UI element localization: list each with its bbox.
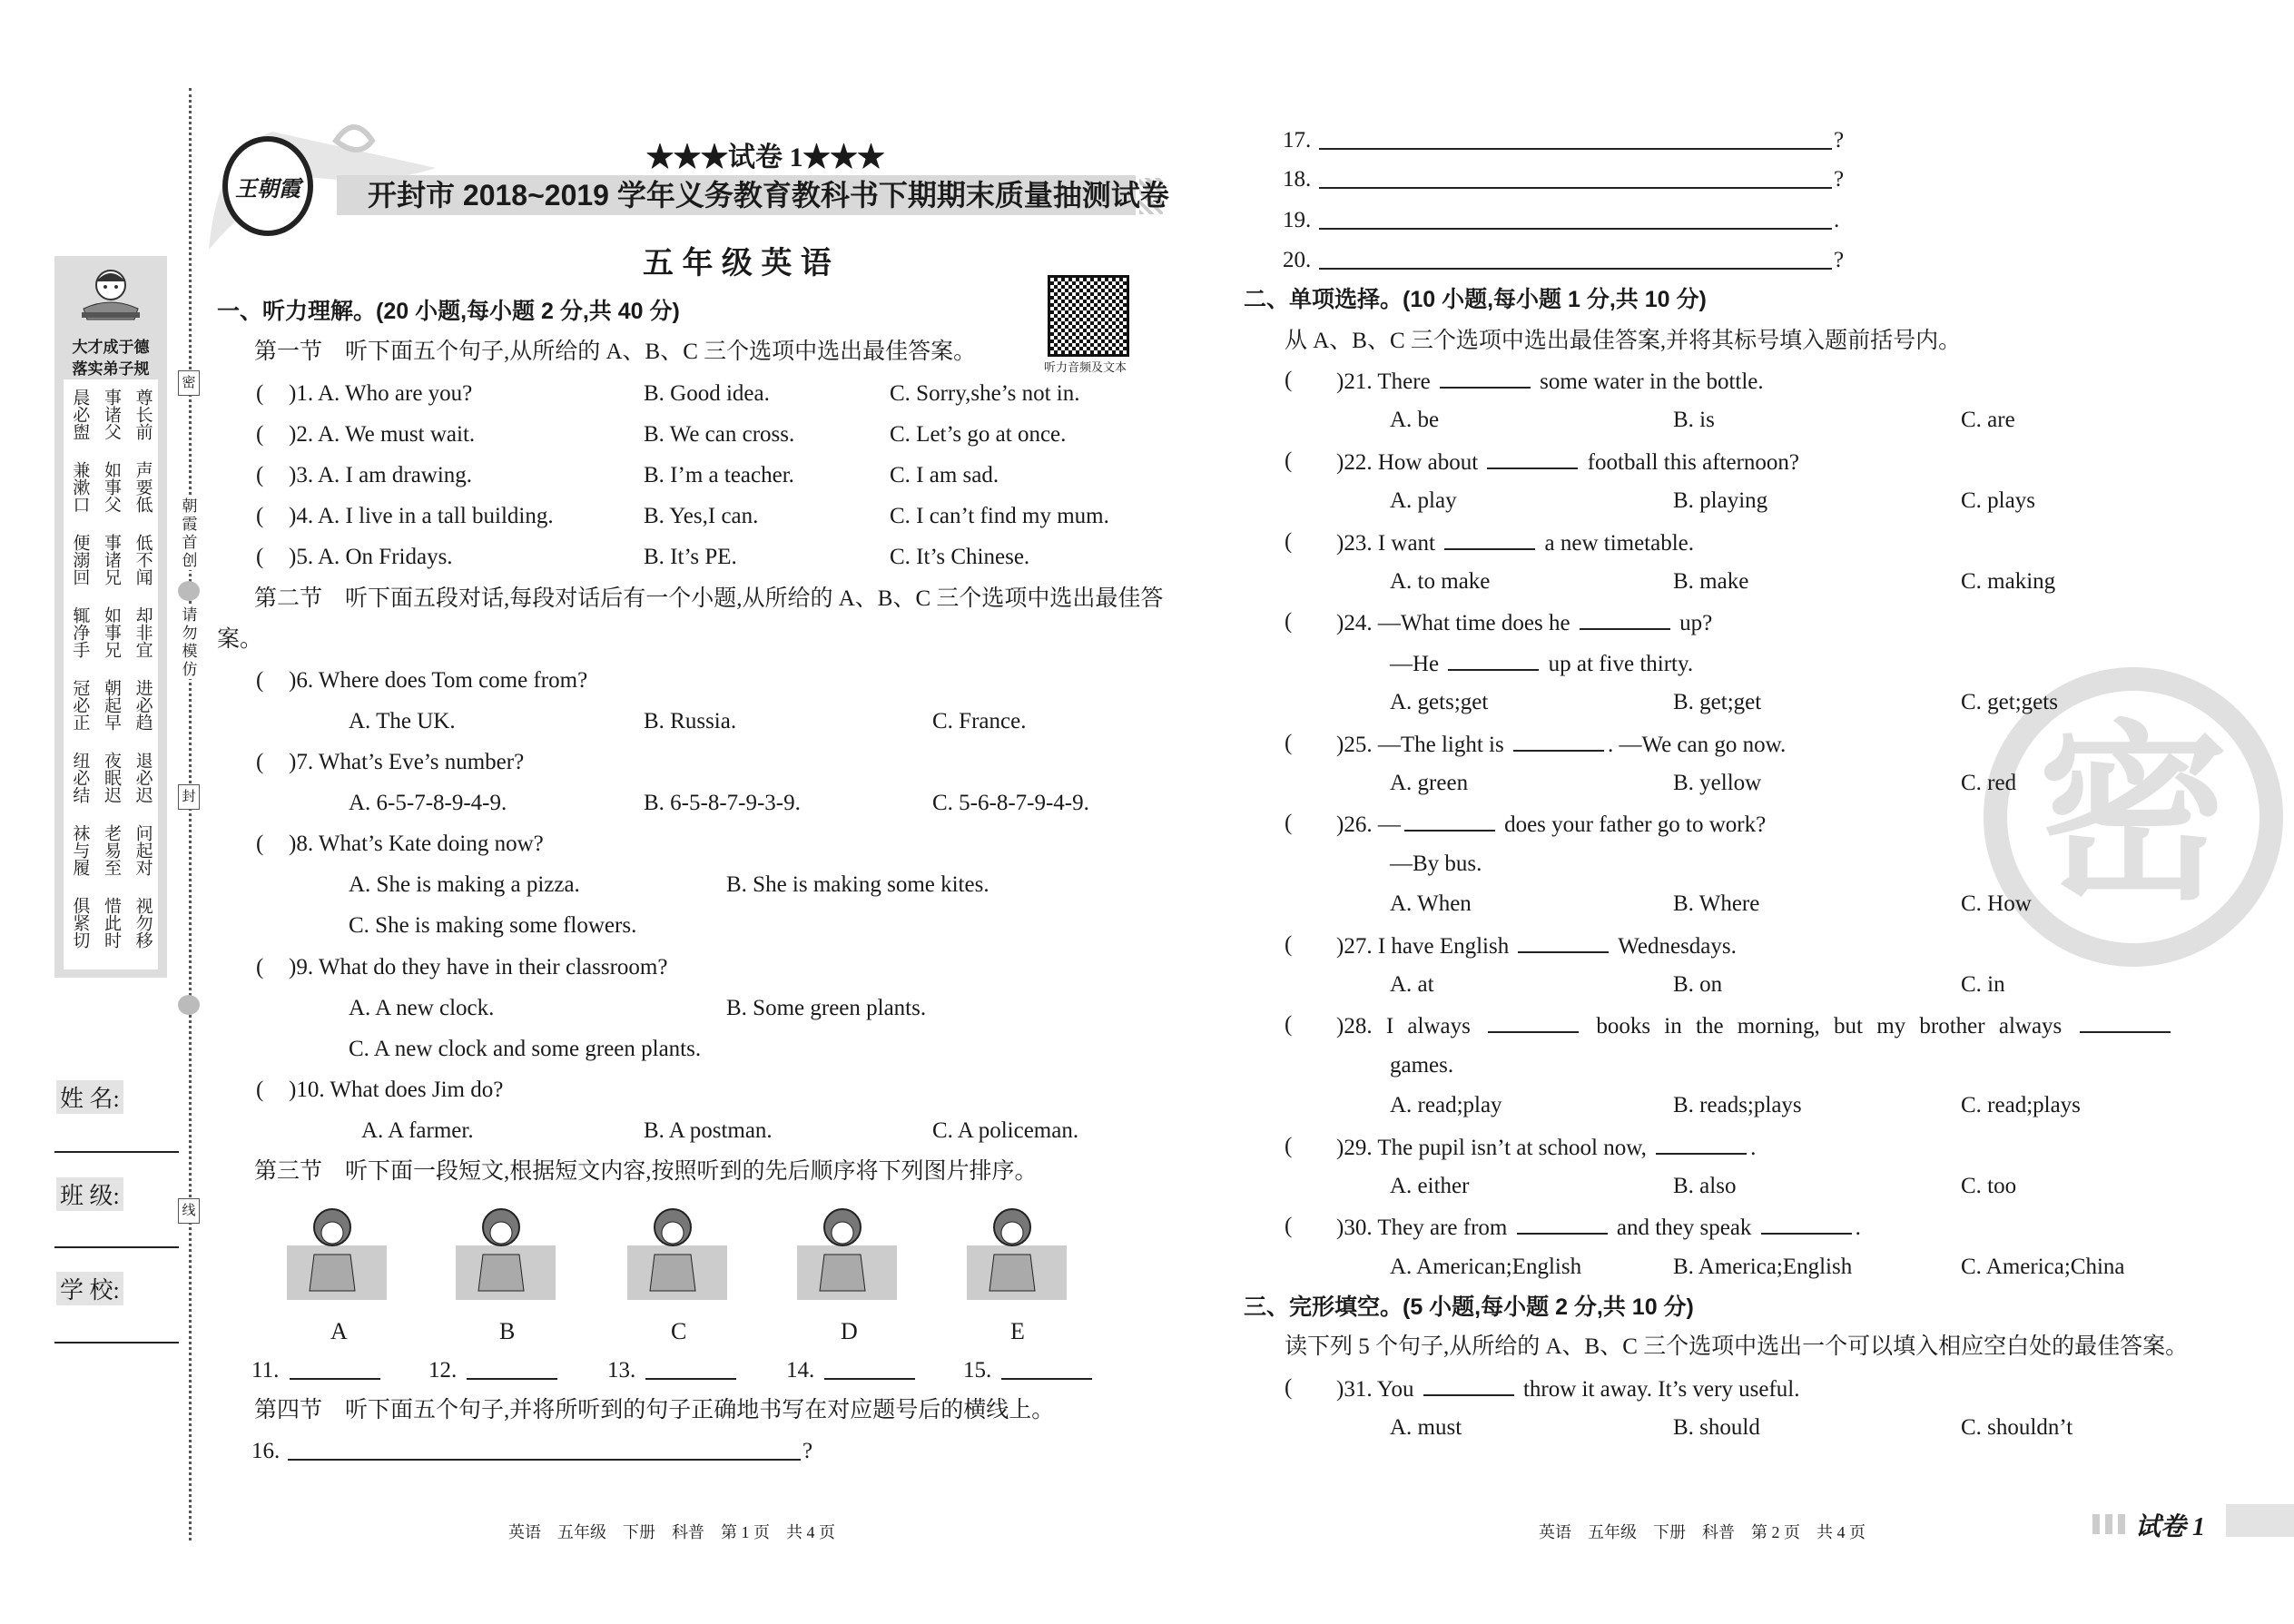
- poem-group: [64, 606, 158, 658]
- answer-blank[interactable]: [1404, 810, 1495, 832]
- option-a[interactable]: A. When: [1390, 891, 1472, 917]
- option-c[interactable]: C. shouldn’t: [1961, 1415, 2073, 1441]
- answer-paren[interactable]: (: [256, 832, 264, 856]
- order-answer-blank[interactable]: [467, 1378, 557, 1380]
- option-a[interactable]: A. 6-5-7-8-9-4-9.: [349, 791, 507, 815]
- text-segment: does your father go to work?: [1498, 812, 1767, 838]
- text-segment: games.: [1390, 1052, 1454, 1078]
- answer-blank[interactable]: [1448, 649, 1539, 671]
- exam-title: 开封市 2018~2019 学年义务教育教科书下期期末质量抽测试卷: [368, 179, 1169, 212]
- blank-number: 14.: [786, 1358, 815, 1383]
- option-c[interactable]: C. It’s Chinese.: [890, 545, 1030, 569]
- seal-char-3: 线: [178, 1198, 200, 1224]
- paper-badge: ★★★试卷 1★★★: [646, 143, 885, 172]
- answer-blank[interactable]: [2080, 1011, 2171, 1033]
- option-b[interactable]: B. playing: [1673, 488, 1768, 514]
- option-b[interactable]: B. I’m a teacher.: [644, 463, 794, 487]
- writing-answer-line[interactable]: [288, 1459, 801, 1461]
- poem-group: [64, 679, 158, 731]
- option-b[interactable]: B. Yes,I can.: [644, 504, 759, 528]
- option-a[interactable]: A. green: [1390, 771, 1469, 795]
- question-line: [1336, 1213, 1861, 1242]
- school-label: 学 校:: [56, 1272, 123, 1305]
- poem-line: 夜眠迟: [101, 752, 121, 803]
- picture-label: D: [841, 1318, 858, 1344]
- text-segment: .: [1855, 1216, 1861, 1241]
- option-c[interactable]: C. America;China: [1961, 1254, 2125, 1279]
- brand-logo: [222, 136, 313, 236]
- part3-instruction: 读下列 5 个句子,从所给的 A、B、C 三个选项中选出一个可以填入相应空白处的最佳答案。: [1285, 1334, 2189, 1360]
- question-q10: )10. What does Jim do?: [289, 1078, 504, 1102]
- text-segment: football this afternoon?: [1581, 449, 1799, 475]
- option-c[interactable]: C. Let’s go at once.: [890, 422, 1067, 447]
- question-line: [1390, 1052, 1453, 1079]
- poem-line: 视勿移: [133, 897, 153, 949]
- text-segment: . —We can go now.: [1607, 732, 1787, 757]
- question-3: )3. A. I am drawing.: [289, 463, 473, 487]
- answer-paren[interactable]: (: [1285, 730, 1293, 755]
- poem-line: 尊长前: [133, 389, 153, 440]
- answer-blank[interactable]: [1487, 448, 1578, 469]
- poem-line: 如事兄: [101, 606, 121, 658]
- option-b[interactable]: B. We can cross.: [644, 422, 795, 447]
- answer-blank[interactable]: [1423, 1374, 1514, 1396]
- option-a[interactable]: A. gets;get: [1390, 690, 1489, 715]
- text-segment: —By bus.: [1390, 851, 1482, 876]
- option-c[interactable]: C. I am sad.: [890, 463, 999, 487]
- picture-a: [278, 1200, 396, 1304]
- part1-title: 一、听力理解。(20 小题,每小题 2 分,共 40 分): [217, 299, 680, 324]
- blank-number: 15.: [963, 1358, 992, 1383]
- question-q7: )7. What’s Eve’s number?: [289, 750, 525, 774]
- poem-line: 退必迟: [133, 752, 153, 803]
- text-segment: a new timetable.: [1539, 530, 1695, 556]
- sidebar-panel: [54, 256, 167, 978]
- text-segment: )31. You: [1336, 1376, 1420, 1402]
- picture-b: [447, 1200, 565, 1304]
- section3-instruction: 第三节 听下面一段短文,根据短文内容,按照听到的先后顺序将下列图片排序。: [254, 1159, 1038, 1184]
- text-segment: and they speak: [1610, 1216, 1757, 1241]
- option-c[interactable]: C. A new clock and some green plants.: [349, 1037, 702, 1061]
- poem-line: 事诸父: [101, 389, 121, 440]
- motto-1: 大才成于德: [72, 339, 150, 356]
- question-line: [1336, 1133, 1756, 1162]
- qr-code-icon: [1050, 278, 1127, 354]
- answer-paren[interactable]: (: [1285, 528, 1293, 554]
- poem-line: 低不闻: [133, 534, 153, 586]
- text-segment: )28. I always: [1336, 1014, 1485, 1039]
- writing-end-mark: ?: [1834, 128, 1845, 153]
- option-b[interactable]: B. on: [1673, 972, 1723, 997]
- option-c[interactable]: C. too: [1961, 1174, 2017, 1198]
- answer-paren[interactable]: (: [256, 1078, 264, 1102]
- question-line: [1336, 730, 1786, 759]
- option-b[interactable]: B. Where: [1673, 891, 1760, 917]
- school-field[interactable]: [54, 1342, 179, 1343]
- footer-badge-block: [2226, 1504, 2294, 1537]
- question-2: )2. A. We must wait.: [289, 422, 476, 447]
- vertical-note-2: 请勿模仿: [180, 606, 200, 679]
- part3-title: 三、完形填空。(5 小题,每小题 2 分,共 10 分): [1244, 1294, 1694, 1321]
- text-segment: )26. —: [1336, 812, 1401, 838]
- option-b[interactable]: B. yellow: [1673, 771, 1762, 795]
- question-4: )4. A. I live in a tall building.: [289, 504, 554, 528]
- text-segment: )21. There: [1336, 369, 1436, 394]
- option-c[interactable]: C. 5-6-8-7-9-4-9.: [932, 791, 1089, 815]
- poem-line: 便溺回: [70, 534, 90, 586]
- seal-char-2: 封: [178, 784, 200, 810]
- answer-paren[interactable]: (: [256, 750, 264, 774]
- option-c[interactable]: C. Sorry,she’s not in.: [890, 381, 1080, 406]
- option-a[interactable]: A. to make: [1390, 569, 1491, 594]
- text-segment: )22. How about: [1336, 449, 1484, 475]
- text-segment: )25. —The light is: [1336, 732, 1510, 757]
- watermark-char: 密: [2037, 712, 2229, 922]
- text-segment: books in the morning, but my brother always: [1582, 1014, 2076, 1039]
- part2-instruction: 从 A、B、C 三个选项中选出最佳答案,并将其标号填入题前括号内。: [1285, 329, 1962, 353]
- text-segment: )27. I have English: [1336, 933, 1515, 959]
- footer-right: 英语 五年级 下册 科普 第 2 页 共 4 页: [1539, 1523, 1866, 1541]
- option-c[interactable]: C. read;plays: [1961, 1093, 2081, 1118]
- option-a[interactable]: A. She is making a pizza.: [349, 872, 580, 897]
- writing-number: 17.: [1283, 128, 1312, 153]
- answer-paren[interactable]: (: [256, 668, 264, 693]
- order-answer-blank[interactable]: [290, 1378, 380, 1380]
- picture-label: A: [330, 1318, 348, 1344]
- answer-paren[interactable]: (: [256, 422, 264, 447]
- answer-paren[interactable]: (: [1285, 368, 1293, 392]
- question-1: )1. A. Who are you?: [289, 381, 473, 406]
- option-c[interactable]: C. plays: [1961, 488, 2035, 514]
- answer-blank[interactable]: [1444, 528, 1535, 550]
- poem-line: 事诸兄: [101, 534, 121, 586]
- question-line: [1336, 528, 1694, 557]
- class-label: 班 级:: [56, 1177, 123, 1211]
- option-c[interactable]: C. red: [1961, 771, 2017, 795]
- poem-box: [64, 379, 158, 969]
- option-a[interactable]: A. be: [1390, 408, 1440, 433]
- poem-line: 声要低: [133, 461, 153, 513]
- text-segment: Wednesdays.: [1612, 933, 1737, 959]
- option-a[interactable]: A. A farmer.: [361, 1118, 474, 1143]
- option-b[interactable]: B. America;English: [1673, 1254, 1853, 1279]
- option-b[interactable]: B. 6-5-8-7-9-3-9.: [644, 791, 801, 815]
- question-q9: )9. What do they have in their classroom?: [289, 955, 668, 979]
- answer-paren[interactable]: (: [1285, 811, 1293, 836]
- answer-paren[interactable]: (: [1285, 609, 1293, 635]
- question-line: [1336, 810, 1766, 839]
- blank-number: 12.: [428, 1358, 458, 1383]
- option-b[interactable]: B. She is making some kites.: [726, 872, 989, 897]
- poem-line: 进必趋: [133, 679, 153, 731]
- answer-blank[interactable]: [1517, 1213, 1608, 1235]
- question-5: )5. A. On Fridays.: [289, 545, 453, 569]
- text-segment: )23. I want: [1336, 530, 1442, 556]
- section2-instruction: 第二节 听下面五段对话,每段对话后有一个小题,从所给的 A、B、C 三个选项中选出最佳答案。: [217, 586, 1164, 652]
- writing-end-mark: ?: [1834, 167, 1845, 192]
- writing-answer-line[interactable]: [1319, 268, 1832, 270]
- option-a[interactable]: A. The UK.: [349, 709, 456, 733]
- option-a[interactable]: A. at: [1390, 972, 1434, 997]
- answer-paren[interactable]: (: [1285, 1012, 1293, 1038]
- option-c[interactable]: C. in: [1961, 972, 2005, 997]
- option-b[interactable]: B. should: [1673, 1415, 1760, 1441]
- poem-line: 兼漱口: [70, 461, 90, 513]
- option-b[interactable]: B. get;get: [1673, 690, 1762, 715]
- text-segment: up?: [1673, 611, 1713, 636]
- vertical-note-1: 朝霞首创: [180, 497, 200, 570]
- writing-number: 19.: [1283, 208, 1312, 232]
- option-b[interactable]: B. Russia.: [644, 709, 737, 733]
- text-segment: )29. The pupil isn’t at school now,: [1336, 1135, 1653, 1160]
- order-answer-blank[interactable]: [1001, 1378, 1092, 1380]
- writing-number: 20.: [1283, 248, 1312, 272]
- answer-paren[interactable]: (: [1285, 1214, 1293, 1239]
- writing-answer-line[interactable]: [1319, 148, 1832, 150]
- poem-line: 辄净手: [70, 606, 90, 658]
- answer-paren[interactable]: (: [1285, 1133, 1293, 1158]
- poem-line: 如事父: [101, 461, 121, 513]
- option-c[interactable]: C. get;gets: [1961, 690, 2058, 715]
- option-a[interactable]: A. A new clock.: [349, 996, 495, 1020]
- poem-line: 朝起早: [101, 679, 121, 731]
- option-c[interactable]: C. making: [1961, 569, 2056, 594]
- writing-answer-line[interactable]: [1319, 187, 1832, 189]
- answer-paren[interactable]: (: [256, 955, 264, 979]
- option-c[interactable]: C. A policeman.: [932, 1118, 1079, 1143]
- subject-title: 五 年 级 英 语: [643, 246, 832, 281]
- section1-instruction: 第一节 听下面五个句子,从所给的 A、B、C 三个选项中选出最佳答案。: [254, 340, 977, 364]
- footer-badge-dots: [2092, 1514, 2129, 1534]
- poem-line: 冠必正: [70, 679, 90, 731]
- writing-end-mark: ?: [1834, 248, 1845, 272]
- option-c[interactable]: C. How: [1961, 891, 2032, 917]
- blank-number: 11.: [251, 1358, 280, 1383]
- answer-paren[interactable]: (: [256, 504, 264, 528]
- text-segment: some water in the bottle.: [1533, 369, 1764, 394]
- question-q6: )6. Where does Tom come from?: [289, 668, 588, 693]
- question-line: [1336, 608, 1712, 637]
- question-line: [1336, 367, 1764, 396]
- name-label: 姓 名:: [56, 1080, 123, 1114]
- writing-number: 16.: [251, 1439, 281, 1463]
- writing-end-mark: .: [1834, 208, 1840, 232]
- question-line: [1390, 649, 1693, 678]
- option-a[interactable]: A. either: [1390, 1174, 1470, 1198]
- poem-line: 问起对: [133, 824, 153, 876]
- option-b[interactable]: B. make: [1673, 569, 1749, 594]
- answer-paren[interactable]: (: [1285, 1374, 1293, 1400]
- poem-group: [64, 752, 158, 803]
- answer-blank[interactable]: [1656, 1133, 1747, 1155]
- option-b[interactable]: B. A postman.: [644, 1118, 773, 1143]
- answer-paren[interactable]: (: [1285, 931, 1293, 957]
- part2-title: 二、单项选择。(10 小题,每小题 1 分,共 10 分): [1244, 287, 1707, 312]
- section4-instruction: 第四节 听下面五个句子,并将所听到的句子正确地书写在对应题号后的横线上。: [254, 1398, 1055, 1422]
- writing-number: 18.: [1283, 167, 1312, 192]
- option-c[interactable]: C. France.: [932, 709, 1027, 733]
- poem-line: 袜与履: [70, 824, 90, 876]
- binding-dotted-line: [189, 88, 192, 1540]
- option-b[interactable]: B. is: [1673, 408, 1715, 433]
- poem-group: [64, 897, 158, 949]
- question-line: [1390, 851, 1482, 878]
- answer-blank[interactable]: [1761, 1213, 1852, 1235]
- poem-line: 俱紧切: [70, 897, 90, 949]
- answer-paren[interactable]: (: [1285, 448, 1293, 473]
- text-segment: —He: [1390, 651, 1445, 676]
- motto-2: 落实弟子规: [72, 360, 150, 378]
- text-segment: )24. —What time does he: [1336, 611, 1576, 636]
- answer-blank[interactable]: [1440, 367, 1531, 389]
- option-b[interactable]: B. Good idea.: [644, 381, 770, 406]
- option-a[interactable]: A. American;English: [1390, 1254, 1582, 1279]
- picture-c: [618, 1200, 736, 1304]
- picture-e: [958, 1200, 1076, 1304]
- picture-label: B: [499, 1318, 516, 1344]
- writing-answer-line[interactable]: [1319, 228, 1832, 230]
- text-segment: up at five thirty.: [1542, 651, 1694, 676]
- option-b[interactable]: B. Some green plants.: [726, 996, 927, 1020]
- blank-number: 13.: [607, 1358, 636, 1383]
- order-answer-blank[interactable]: [645, 1378, 736, 1380]
- poem-line: 晨必盥: [70, 389, 90, 440]
- text-segment: .: [1750, 1135, 1757, 1160]
- poem-group: [64, 461, 158, 513]
- option-c[interactable]: C. I can’t find my mum.: [890, 504, 1109, 528]
- option-c[interactable]: C. are: [1961, 408, 2015, 433]
- answer-blank[interactable]: [1488, 1011, 1579, 1033]
- poem-line: 惜此时: [101, 897, 121, 949]
- poem-group: [64, 824, 158, 876]
- question-line: [1336, 1374, 1800, 1403]
- writing-end-mark: ?: [802, 1439, 813, 1463]
- poem-group: [64, 534, 158, 586]
- logo-text: 王朝霞: [235, 177, 300, 202]
- seal-icon: [178, 581, 200, 601]
- question-line: [1336, 448, 1799, 477]
- text-segment: throw it away. It’s very useful.: [1517, 1376, 1800, 1402]
- seal-icon-2: [178, 995, 200, 1015]
- answer-paren[interactable]: (: [256, 463, 264, 487]
- class-field[interactable]: [54, 1246, 179, 1248]
- poem-group: [64, 389, 158, 440]
- qr-caption: 听力音频及文本: [1044, 360, 1127, 374]
- name-field[interactable]: [54, 1151, 179, 1153]
- order-answer-blank[interactable]: [824, 1378, 915, 1380]
- question-q8: )8. What’s Kate doing now?: [289, 832, 544, 856]
- option-c[interactable]: C. She is making some flowers.: [349, 913, 637, 938]
- answer-blank[interactable]: [1513, 730, 1604, 752]
- answer-paren[interactable]: (: [256, 545, 264, 569]
- option-a[interactable]: A. must: [1390, 1415, 1462, 1441]
- answer-blank[interactable]: [1580, 608, 1670, 630]
- answer-paren[interactable]: (: [256, 381, 264, 406]
- option-a[interactable]: A. play: [1390, 488, 1457, 514]
- answer-blank[interactable]: [1518, 931, 1609, 953]
- poem-line: 纽必结: [70, 752, 90, 803]
- poem-line: 老易至: [101, 824, 121, 876]
- picture-label: C: [671, 1318, 687, 1344]
- seal-char-1: 密: [178, 370, 200, 396]
- option-b[interactable]: B. reads;plays: [1673, 1093, 1802, 1118]
- poem-line: 却非宜: [133, 606, 153, 658]
- picture-label: E: [1010, 1318, 1025, 1344]
- student-cartoon-icon: [74, 263, 147, 327]
- option-b[interactable]: B. also: [1673, 1174, 1737, 1198]
- footer-left: 英语 五年级 下册 科普 第 1 页 共 4 页: [508, 1523, 835, 1541]
- question-line: [1336, 931, 1737, 960]
- option-b[interactable]: B. It’s PE.: [644, 545, 737, 569]
- text-segment: )30. They are from: [1336, 1216, 1513, 1241]
- footer-badge: 试卷 1: [2135, 1513, 2206, 1541]
- option-a[interactable]: A. read;play: [1390, 1093, 1502, 1118]
- question-line: [1336, 1011, 2174, 1040]
- picture-d: [788, 1200, 906, 1304]
